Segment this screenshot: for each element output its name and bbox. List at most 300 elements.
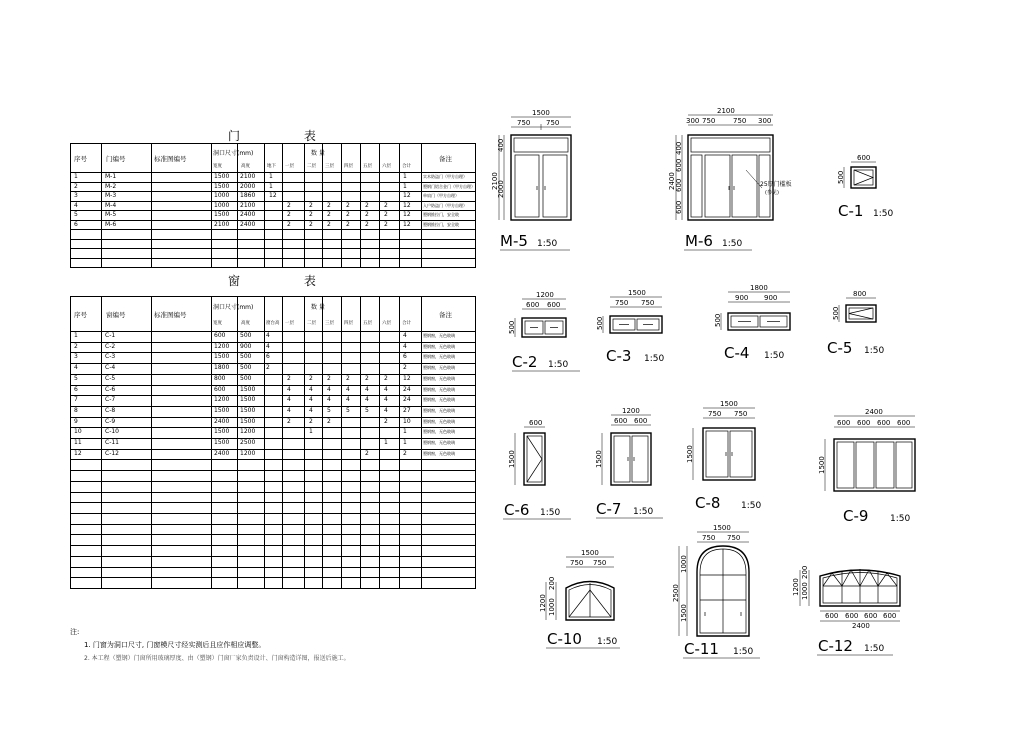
cell-qty: 4 xyxy=(287,406,291,414)
cell-code: M-5 xyxy=(105,211,117,218)
m6-label: M-6 xyxy=(685,232,713,250)
cell-width: 1000 xyxy=(214,192,230,199)
c4-dim-3: 900 xyxy=(764,294,778,302)
drawing-m6 xyxy=(668,107,792,250)
c11-label: C-11 xyxy=(684,640,719,658)
c12-dim-3: 200 xyxy=(801,565,809,579)
header-height: 高度 xyxy=(241,321,250,326)
cell-qty: 12 xyxy=(269,192,277,199)
cell-code: M-3 xyxy=(105,192,117,199)
cell-qty: 1 xyxy=(269,173,273,180)
drawing-c1 xyxy=(837,154,893,220)
drawing-c9 xyxy=(818,408,915,525)
drawing-m5 xyxy=(491,109,571,250)
header-floor: 合计 xyxy=(402,321,411,326)
m6-note: 25厚门槛板 xyxy=(760,181,792,188)
m6-dim-2: 300 xyxy=(686,117,700,125)
cell-qty: 1 xyxy=(309,428,313,436)
c12-label: C-12 xyxy=(818,637,853,655)
c10-dim-4: 1200 xyxy=(539,594,547,612)
cell-code: C-12 xyxy=(105,449,119,457)
cell-width: 1200 xyxy=(214,396,230,404)
header-width: 宽度 xyxy=(213,321,222,326)
c1-scale: 1:50 xyxy=(873,209,894,219)
cell-qty: 2 xyxy=(365,201,369,209)
cell-total: 24 xyxy=(403,385,411,393)
cell-remark: 塑钢窗，无色玻璃 xyxy=(423,354,455,360)
cell-qty: 2 xyxy=(365,374,369,382)
cell-qty: 2 xyxy=(309,417,313,425)
m5-dim-4: 2100 xyxy=(491,172,499,190)
cell-sill: 2 xyxy=(266,364,270,372)
m6-note-2: (参见) xyxy=(765,190,779,196)
cell-seq: 9 xyxy=(74,417,78,425)
cell-qty: 5 xyxy=(346,406,350,414)
c4-dim-2: 900 xyxy=(735,294,749,302)
cell-seq: 3 xyxy=(74,192,78,199)
header-floor: 二层 xyxy=(307,321,316,326)
c12-dim-4: 600 xyxy=(825,612,839,620)
c11-dim-6: 1500 xyxy=(680,604,688,622)
cell-code: C-5 xyxy=(105,374,116,382)
c3-dim-3: 750 xyxy=(641,299,655,307)
cell-qty: 2 xyxy=(309,220,313,228)
m6-scale: 1:50 xyxy=(722,239,743,249)
cell-remark: 塑钢窗，无色玻璃 xyxy=(423,429,455,435)
c10-label: C-10 xyxy=(547,630,582,648)
cell-height: 2400 xyxy=(240,220,256,228)
header-standard-drawing: 标准图编号 xyxy=(154,311,187,319)
cell-seq: 4 xyxy=(74,364,78,372)
cell-width: 1200 xyxy=(214,342,230,350)
c12-scale: 1:50 xyxy=(864,644,885,654)
header-floor: 二层 xyxy=(307,164,316,169)
c5-dim-2: 500 xyxy=(832,306,840,320)
c6-dim-2: 1500 xyxy=(508,450,516,468)
cell-remark: 入户防盗门（甲方自理） xyxy=(423,202,467,208)
cell-height: 1200 xyxy=(240,449,256,457)
c12-dim-8: 2400 xyxy=(852,622,870,630)
cell-qty: 2 xyxy=(365,220,369,228)
cell-total: 12 xyxy=(403,374,411,382)
cell-qty: 4 xyxy=(365,385,369,393)
cell-qty: 2 xyxy=(309,211,313,218)
c7-dim-4: 1500 xyxy=(595,450,603,468)
c12-dim-7: 600 xyxy=(883,612,897,620)
header-remark: 备注 xyxy=(439,311,452,319)
cell-code: C-6 xyxy=(105,385,116,393)
cell-width: 1500 xyxy=(214,211,230,218)
cell-width: 1500 xyxy=(214,182,230,190)
cell-remark: 塑钢窗，无色玻璃 xyxy=(423,375,455,381)
cell-seq: 10 xyxy=(74,428,82,436)
cell-qty: 2 xyxy=(327,201,331,209)
cell-height: 900 xyxy=(240,342,252,350)
c9-dim-3: 600 xyxy=(857,419,871,427)
cell-width: 2400 xyxy=(214,449,230,457)
header-floor: 一层 xyxy=(285,164,294,169)
c6-scale: 1:50 xyxy=(540,508,561,518)
header-floor: 一层 xyxy=(285,321,294,326)
c1-label: C-1 xyxy=(838,202,864,220)
cell-width: 1500 xyxy=(214,406,230,414)
c4-dim-1: 1800 xyxy=(750,284,768,292)
cell-seq: 4 xyxy=(74,201,78,209)
door-table-title: 门 表 xyxy=(228,129,346,143)
window-table-title: 窗 表 xyxy=(228,274,346,288)
c9-dim-2: 600 xyxy=(837,419,851,427)
cell-seq: 2 xyxy=(74,182,78,190)
c12-dim-1: 1200 xyxy=(792,578,800,596)
m6-dim-3: 750 xyxy=(702,117,716,125)
c1-dim-1: 600 xyxy=(857,154,871,162)
cell-total: 12 xyxy=(403,192,411,199)
c7-dim-1: 1200 xyxy=(622,407,640,415)
c5-scale: 1:50 xyxy=(864,346,885,356)
c5-dim-1: 800 xyxy=(853,290,867,298)
cell-total: 12 xyxy=(403,220,411,228)
cell-remark: 塑钢窗，无色玻璃 xyxy=(423,386,455,392)
m6-dim-8: 600 xyxy=(675,200,683,214)
cell-height: 500 xyxy=(240,332,252,339)
header-floor: 地下 xyxy=(267,164,276,169)
cell-qty: 2 xyxy=(384,220,388,228)
notes-label: 注: xyxy=(70,628,80,636)
c6-label: C-6 xyxy=(504,501,530,519)
cell-seq: 1 xyxy=(74,332,78,339)
c10-dim-6: 200 xyxy=(548,576,556,590)
cell-qty: 2 xyxy=(287,201,291,209)
cell-remark: 塑钢窗，无色玻璃 xyxy=(423,397,455,403)
cell-height: 2100 xyxy=(240,201,256,209)
cell-code: C-3 xyxy=(105,353,116,361)
c10-dim-3: 750 xyxy=(593,559,607,567)
drawing-c10 xyxy=(539,549,620,648)
cell-height: 1500 xyxy=(240,385,256,393)
cell-qty: 4 xyxy=(384,396,388,404)
drawing-c7 xyxy=(595,407,663,518)
notes-line-2: 2. 本工程（塑钢）门窗所用玻璃厚度、由（塑钢）门窗厂家负责设计、门窗构造详图，报送后施工。 xyxy=(84,655,350,662)
c2-scale: 1:50 xyxy=(548,360,569,370)
header-floor: 三层 xyxy=(325,321,334,326)
cell-remark: 单扇门（甲方自理） xyxy=(423,193,459,198)
m5-dim-3: 750 xyxy=(546,119,560,127)
c11-dim-4: 2500 xyxy=(672,584,680,602)
cell-qty: 4 xyxy=(327,396,331,404)
cell-width: 800 xyxy=(214,374,226,382)
cell-code: M-4 xyxy=(105,201,117,209)
c2-dim-3: 600 xyxy=(547,301,561,309)
drawing-c6 xyxy=(503,419,571,519)
cell-qty: 2 xyxy=(384,417,388,425)
c2-dim-2: 600 xyxy=(526,301,540,309)
drawing-c3 xyxy=(596,289,664,365)
drawing-c11 xyxy=(672,524,760,658)
cell-total: 1 xyxy=(403,173,407,180)
c9-label: C-9 xyxy=(843,507,869,525)
cell-total: 12 xyxy=(403,201,411,209)
cell-total: 2 xyxy=(403,364,407,372)
cell-qty: 2 xyxy=(346,211,350,218)
header-qty: 数 量 xyxy=(311,150,325,157)
cell-seq: 6 xyxy=(74,220,78,228)
cell-code: C-1 xyxy=(105,332,116,339)
c6-dim-1: 600 xyxy=(529,419,543,427)
cell-remark: 塑钢门铝合金门（甲方自理） xyxy=(423,183,475,189)
drawing-c5 xyxy=(827,290,884,357)
header-floor: 六层 xyxy=(382,321,391,326)
cell-seq: 3 xyxy=(74,353,78,361)
c11-dim-1: 1500 xyxy=(713,524,731,532)
notes-line-1: 1. 门窗为洞口尺寸, 门窗模尺寸经实测后且应作相应调整。 xyxy=(84,641,266,649)
cell-seq: 12 xyxy=(74,449,82,457)
cell-remark: 实木防盗门（甲方自理） xyxy=(423,174,467,179)
header-size: 洞口尺寸(mm) xyxy=(213,150,254,157)
c11-dim-5: 1000 xyxy=(680,555,688,573)
c9-dim-6: 1500 xyxy=(818,456,826,474)
c7-scale: 1:50 xyxy=(633,507,654,517)
drawing-c4 xyxy=(714,284,790,362)
cell-total: 1 xyxy=(403,439,407,447)
cell-height: 1200 xyxy=(240,428,256,436)
c9-dim-1: 2400 xyxy=(865,408,883,416)
cell-qty: 1 xyxy=(269,182,273,190)
cell-qty: 2 xyxy=(287,374,291,382)
cell-width: 1000 xyxy=(214,201,230,209)
cell-qty: 4 xyxy=(327,385,331,393)
cell-total: 10 xyxy=(403,417,411,425)
m5-scale: 1:50 xyxy=(537,239,558,249)
header-floor: 三层 xyxy=(325,164,334,169)
cell-qty: 4 xyxy=(384,406,388,414)
c3-label: C-3 xyxy=(606,347,632,365)
c10-dim-2: 750 xyxy=(570,559,584,567)
cell-width: 600 xyxy=(214,332,226,339)
cell-qty: 2 xyxy=(384,211,388,218)
cell-code: C-10 xyxy=(105,428,119,436)
cell-width: 1500 xyxy=(214,428,230,436)
m6-dim-4: 750 xyxy=(733,117,747,125)
c12-dim-6: 600 xyxy=(864,612,878,620)
c9-scale: 1:50 xyxy=(890,514,911,524)
m5-dim-5: 2000 xyxy=(497,180,505,198)
c3-dim-2: 750 xyxy=(615,299,629,307)
cell-width: 1800 xyxy=(214,364,230,372)
cell-qty: 2 xyxy=(327,220,331,228)
cell-qty: 4 xyxy=(346,385,350,393)
c8-scale: 1:50 xyxy=(741,501,762,511)
cell-height: 2400 xyxy=(240,211,256,218)
cell-height: 2500 xyxy=(240,439,256,447)
header-floor: 合计 xyxy=(402,164,411,169)
m6-dim-10: 600 xyxy=(675,158,683,172)
cell-qty: 4 xyxy=(287,396,291,404)
cell-sill: 4 xyxy=(266,342,270,350)
cell-qty: 2 xyxy=(384,374,388,382)
cell-qty: 2 xyxy=(346,220,350,228)
header-size: 洞口尺寸(mm) xyxy=(213,304,254,311)
cell-qty: 4 xyxy=(309,406,313,414)
c3-dim-1: 1500 xyxy=(628,289,646,297)
cell-qty: 2 xyxy=(309,201,313,209)
c3-dim-4: 500 xyxy=(596,316,604,330)
cell-width: 1500 xyxy=(214,173,230,180)
cell-total: 1 xyxy=(403,182,407,190)
cell-height: 2100 xyxy=(240,173,256,180)
cell-qty: 4 xyxy=(287,385,291,393)
c4-label: C-4 xyxy=(724,344,750,362)
c2-dim-1: 1200 xyxy=(536,291,554,299)
m5-dim-2: 750 xyxy=(517,119,531,127)
c12-dim-2: 1000 xyxy=(801,582,809,600)
header-code: 门编号 xyxy=(106,155,126,163)
cell-qty: 2 xyxy=(327,211,331,218)
header-floor: 五层 xyxy=(363,164,372,169)
m5-dim-1: 1500 xyxy=(532,109,550,117)
cell-width: 2400 xyxy=(214,417,230,425)
cell-total: 1 xyxy=(403,428,407,436)
cell-qty: 2 xyxy=(327,417,331,425)
cell-remark: 塑钢推拉门，安全玻 xyxy=(423,221,459,227)
cell-remark: 塑钢窗，无色玻璃 xyxy=(423,450,455,456)
cell-qty: 5 xyxy=(327,406,331,414)
c7-dim-2: 600 xyxy=(614,417,628,425)
m6-dim-11: 600 xyxy=(675,178,683,192)
cell-width: 1500 xyxy=(214,353,230,361)
cell-height: 1500 xyxy=(240,417,256,425)
cell-qty: 2 xyxy=(327,374,331,382)
cell-height: 1860 xyxy=(240,192,256,199)
c2-label: C-2 xyxy=(512,353,538,371)
c4-dim-4: 500 xyxy=(714,313,722,327)
cell-qty: 2 xyxy=(287,417,291,425)
c11-dim-2: 750 xyxy=(702,534,716,542)
cell-code: C-8 xyxy=(105,406,116,414)
header-height: 高度 xyxy=(241,164,250,169)
c12-dim-5: 600 xyxy=(845,612,859,620)
cell-total: 6 xyxy=(403,353,407,361)
c8-label: C-8 xyxy=(695,494,721,512)
cell-seq: 5 xyxy=(74,211,78,218)
cell-code: C-9 xyxy=(105,417,116,425)
header-floor: 四层 xyxy=(344,321,353,326)
m5-label: M-5 xyxy=(500,232,528,250)
cell-qty: 1 xyxy=(384,439,388,447)
cell-total: 4 xyxy=(403,342,407,350)
cell-qty: 5 xyxy=(365,406,369,414)
cell-qty: 4 xyxy=(346,396,350,404)
m6-dim-1: 2100 xyxy=(717,107,735,115)
cell-code: M-6 xyxy=(105,220,117,228)
cell-qty: 2 xyxy=(287,211,291,218)
c2-dim-4: 500 xyxy=(508,320,516,334)
cell-height: 2000 xyxy=(240,182,256,190)
header-seq: 序号 xyxy=(74,311,87,319)
c8-dim-4: 1500 xyxy=(686,445,694,463)
cell-qty: 2 xyxy=(365,449,369,457)
cell-qty: 2 xyxy=(346,374,350,382)
cell-total: 4 xyxy=(403,332,407,339)
cell-remark: 塑钢窗，无色玻璃 xyxy=(423,440,455,446)
cell-qty: 2 xyxy=(365,211,369,218)
cell-remark: 塑钢窗，无色玻璃 xyxy=(423,365,455,371)
cell-code: M-2 xyxy=(105,182,117,190)
cell-total: 12 xyxy=(403,211,411,218)
cell-qty: 2 xyxy=(384,201,388,209)
cell-code: C-7 xyxy=(105,396,116,404)
cell-qty: 2 xyxy=(309,374,313,382)
c11-dim-3: 750 xyxy=(727,534,741,542)
cell-height: 1500 xyxy=(240,396,256,404)
header-remark: 备注 xyxy=(439,155,452,163)
cell-seq: 5 xyxy=(74,374,78,382)
cell-seq: 7 xyxy=(74,396,78,404)
m6-dim-6: 2400 xyxy=(668,172,676,190)
header-floor: 五层 xyxy=(363,321,372,326)
c10-scale: 1:50 xyxy=(597,637,618,647)
header-seq: 序号 xyxy=(74,155,87,163)
c5-label: C-5 xyxy=(827,339,853,357)
m6-dim-9: 400 xyxy=(675,141,683,155)
cell-remark: 塑钢窗，无色玻璃 xyxy=(423,407,455,413)
drawing-c2 xyxy=(508,291,580,371)
cell-remark: 塑钢窗，无色玻璃 xyxy=(423,333,455,338)
header-width: 宽度 xyxy=(213,164,222,169)
c3-scale: 1:50 xyxy=(644,354,665,364)
drawing-c12 xyxy=(792,566,900,655)
c9-dim-4: 600 xyxy=(877,419,891,427)
cell-code: C-2 xyxy=(105,342,116,350)
cell-qty: 2 xyxy=(287,220,291,228)
cell-sill: 4 xyxy=(266,332,270,339)
cell-total: 27 xyxy=(403,406,411,414)
header-code: 窗编号 xyxy=(106,311,126,319)
cell-height: 500 xyxy=(240,353,252,361)
cell-qty: 4 xyxy=(384,385,388,393)
c9-dim-5: 600 xyxy=(897,419,911,427)
cell-remark: 塑钢窗，无色玻璃 xyxy=(423,418,455,424)
c8-dim-3: 750 xyxy=(734,410,748,418)
cell-qty: 2 xyxy=(346,201,350,209)
cell-qty: 4 xyxy=(309,396,313,404)
cell-seq: 1 xyxy=(74,173,78,180)
cell-width: 600 xyxy=(214,385,226,393)
cell-qty: 4 xyxy=(309,385,313,393)
header-floor: 六层 xyxy=(382,164,391,169)
cell-seq: 8 xyxy=(74,406,78,414)
cell-seq: 11 xyxy=(74,439,82,447)
header-floor: 四层 xyxy=(344,164,353,169)
c8-dim-2: 750 xyxy=(708,410,722,418)
c10-dim-1: 1500 xyxy=(581,549,599,557)
c7-label: C-7 xyxy=(596,500,622,518)
cell-height: 1500 xyxy=(240,406,256,414)
cell-height: 500 xyxy=(240,374,252,382)
cell-sill: 6 xyxy=(266,353,270,361)
cell-total: 2 xyxy=(403,449,407,457)
cell-seq: 6 xyxy=(74,385,78,393)
cell-seq: 2 xyxy=(74,342,78,350)
m6-dim-5: 300 xyxy=(758,117,772,125)
cell-height: 500 xyxy=(240,364,252,372)
drawing-c8 xyxy=(686,400,761,512)
cell-code: C-4 xyxy=(105,364,116,372)
c1-dim-2: 500 xyxy=(837,170,845,184)
header-standard-drawing: 标准图编号 xyxy=(154,155,187,163)
header-sill: 窗台高 xyxy=(266,321,280,326)
c7-dim-3: 600 xyxy=(634,417,648,425)
c11-scale: 1:50 xyxy=(733,647,754,657)
